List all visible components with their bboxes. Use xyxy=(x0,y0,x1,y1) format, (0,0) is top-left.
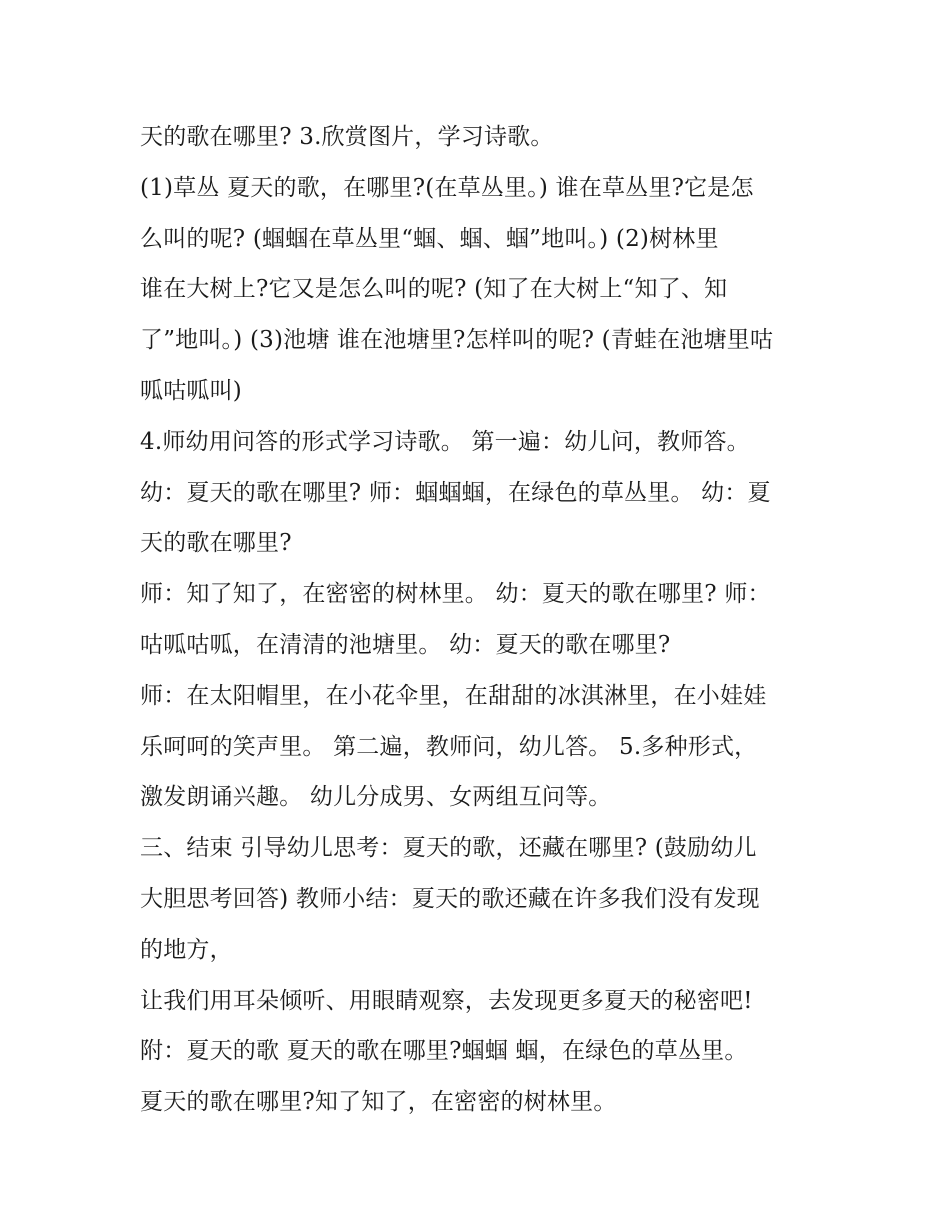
text-line: 乐呵呵的笑声里。 第二遍，教师问，幼儿答。 5.多种形式， xyxy=(140,733,758,760)
text-line: 天的歌在哪里? 3.欣赏图片，学习诗歌。 xyxy=(140,124,554,150)
text-line: 三、结束 引导幼儿思考：夏天的歌，还藏在哪里? (鼓励幼儿 xyxy=(140,835,757,862)
text-line: 么叫的呢? (蝈蝈在草丛里“蝈、蝈、蝈”地叫。) (2)树林里 xyxy=(140,225,719,252)
text-line: 激发朗诵兴趣。 幼儿分成男、女两组互问等。 xyxy=(140,784,612,811)
text-line: 夏天的歌在哪里?知了知了，在密密的树林里。 xyxy=(140,1089,617,1116)
text-line: 谁在大树上?它又是怎么叫的呢? (知了在大树上“知了、知 xyxy=(140,276,728,303)
text-line: 师：在太阳帽里，在小花伞里，在甜甜的冰淇淋里，在小娃娃 xyxy=(140,682,767,709)
text-line: 咕呱咕呱，在清清的池塘里。 幼：夏天的歌在哪里? xyxy=(140,631,671,658)
text-line: 4.师幼用问答的形式学习诗歌。 第一遍：幼儿问，教师答。 xyxy=(140,428,750,455)
text-line: 天的歌在哪里? xyxy=(140,530,292,557)
text-line: 了”地叫。) (3)池塘 谁在池塘里?怎样叫的呢? (青蛙在池塘里咕 xyxy=(140,327,774,354)
text-line: 幼：夏天的歌在哪里? 师：蝈蝈蝈，在绿色的草丛里。 幼：夏 xyxy=(140,479,771,506)
text-line: 附：夏天的歌 夏天的歌在哪里?蝈蝈 蝈，在绿色的草丛里。 xyxy=(140,1038,748,1065)
text-line: (1)草丛 夏天的歌，在哪里?(在草丛里。) 谁在草丛里?它是怎 xyxy=(140,174,754,201)
text-line: 师：知了知了，在密密的树林里。 幼：夏天的歌在哪里? 师： xyxy=(140,581,771,608)
text-line: 让我们用耳朵倾听、用眼睛观察，去发现更多夏天的秘密吧! xyxy=(140,987,753,1014)
text-line: 大胆思考回答) 教师小结：夏天的歌还藏在许多我们没有发现 xyxy=(140,885,760,912)
text-line: 的地方， xyxy=(140,936,233,963)
document-body xyxy=(140,112,820,1128)
text-line: 呱咕呱叫) xyxy=(140,377,242,404)
